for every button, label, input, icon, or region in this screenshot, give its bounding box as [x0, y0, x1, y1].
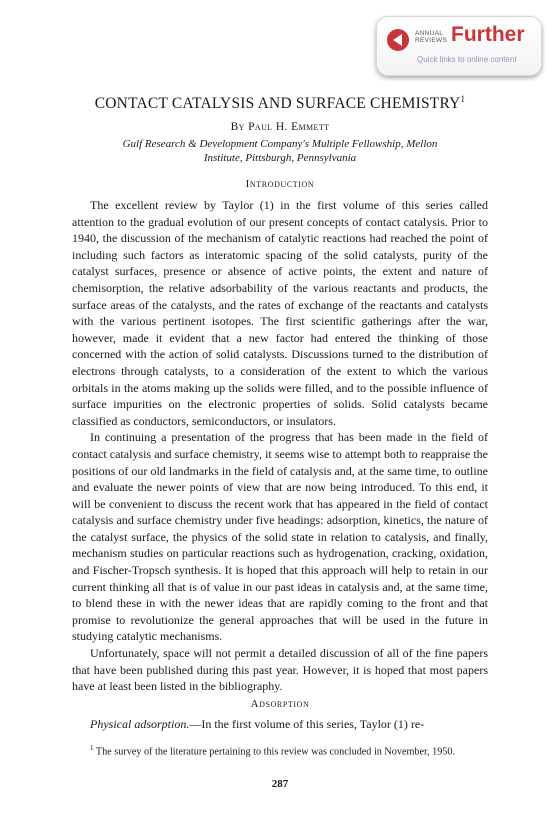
further-badge[interactable] — [376, 16, 542, 76]
badge-further-word: Further — [451, 23, 525, 46]
section-heading-adsorption: Adsorption — [250, 698, 310, 710]
adsorption-paragraph — [72, 716, 488, 733]
article-author: By Paul H. Emmett — [230, 121, 330, 133]
adsorption-body — [72, 716, 488, 733]
section-heading-introduction: Introduction — [245, 178, 315, 190]
intro-paragraph-1: The excellent review by Taylor (1) in the first volume of this series called attention to the gradual evolution of our present concepts of contact catalysis. Prior to 1940, the discussion of the mechanism of catalytic reactions had reached the point of including such factors as interatomic spacing of the solid catalysts, purity of the catalyst surfaces, presence or absence of active points, the extent and nature of chemisorption, the relative adsorbability of the various reactants and products, the surface areas of the catalysts, and the rates of exchange of the reactants and catalysts with the various pertinent isotopes. The first scientific gatherings after the war, however, made it evident that a new factor had entered the thinking of those concerned with the action of solid catalysts. Discussions turned to the distribution of electrons through catalysts, to a consideration of the extent to which the various orbitals in the atoms making up the solids were filled, and to the possible influence of surface impurities on the electronic properties of solids. Solid catalysts became classified as conductors, semiconductors, or insulators. — [72, 198, 488, 428]
badge-brand — [415, 30, 455, 44]
annual-reviews-logo-icon — [387, 29, 409, 51]
footnote — [72, 742, 488, 759]
badge-brand-line1: ANNUAL — [415, 30, 444, 37]
author-affiliation: Gulf Research & Development Company's Multiple Fellowship, Mellon Institute, Pittsburgh, Pennsylvania — [122, 138, 438, 164]
article-title — [72, 94, 488, 113]
footnote-text: The survey of the literature pertaining to this review was concluded in November, 1950. — [93, 746, 456, 758]
intro-paragraph-3: Unfortunately, space will not permit a detailed discussion of all of the fine papers that have been published during this past year. However, it is hoped that most papers have at least been listed in the bibliography. — [72, 646, 488, 694]
page-number: 287 — [271, 778, 289, 790]
introduction-body — [72, 197, 488, 695]
intro-paragraph-2: In continuing a presentation of the progress that has been made in the field of contact catalysis and surface chemistry, it seems wise to attempt both to reappraise the positions of our old landmarks in the field of catalysis and, at the same time, to outline and evaluate the newer points of view that are now being introduced. To this end, it will be convenient to discuss the recent work that has appeared in the field of contact catalysis and surface chemistry under five headings: adsorption, kinetics, the nature of the catalyst surface, the physics of the solid state in relation to catalysis, and finally, mechanism studies on particular reactions such as hydrogenation, cracking, oxidation, and Fischer-Tropsch synthesis. It is hoped that this approach will help to retain in our current thinking all that is of value in our past ideas in catalysis and, at the same time, to blend these in with the newer ideas that are rapidly coming to the front and that promise to revolutionize the general approaches that will be used in the future in studying catalytic mechanisms. — [72, 430, 488, 644]
badge-brand-line2: REVIEWS — [415, 37, 448, 44]
title-footnote-mark: 1 — [460, 94, 466, 104]
physical-adsorption-runin: Physical adsorption. — [90, 717, 190, 731]
adsorption-text: —In the first volume of this series, Taylor (1) re- — [189, 717, 425, 731]
footnote-mark: 1 — [90, 744, 94, 752]
badge-subtitle: Quick links to online content — [417, 55, 517, 64]
article-title-text: CONTACT CATALYSIS AND SURFACE CHEMISTRY — [94, 95, 461, 113]
